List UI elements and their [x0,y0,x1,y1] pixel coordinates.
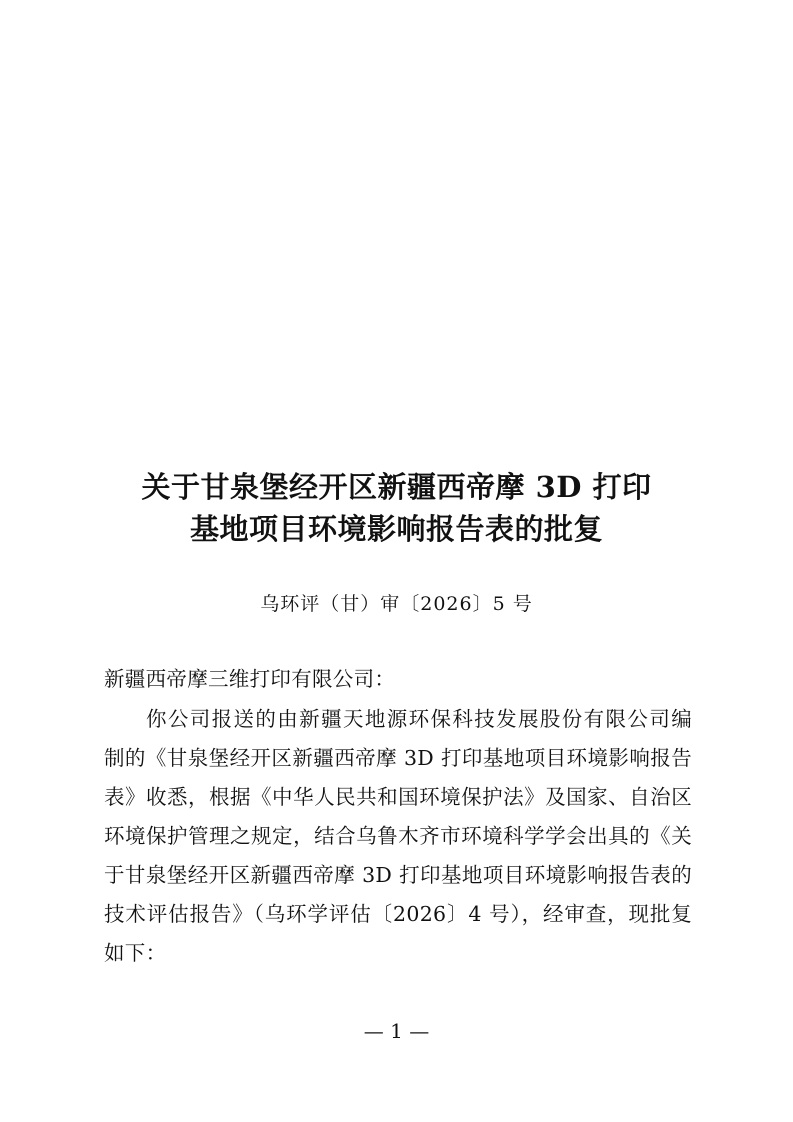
body-line-3: 表》收悉，根据《中华人民共和国环境保护法》及国家、自治区 [104,785,692,809]
body-line-2: 制的《甘泉堡经开区新疆西帝摩 3D 打印基地项目环境影响报告 [104,746,692,770]
page-number: — 1 — [363,1019,430,1043]
body-line-5: 于甘泉堡经开区新疆西帝摩 3D 打印基地项目环境影响报告表的 [104,863,692,887]
body-line-6: 技术评估报告》（乌环学评估〔2026〕4 号），经审查，现批复 [104,902,692,926]
body-line-4: 环境保护管理之规定，结合乌鲁木齐市环境科学学会出具的《关 [104,824,692,848]
body-line-1: 你公司报送的由新疆天地源环保科技发展股份有限公司编 [146,707,692,731]
document-number: 乌环评（甘）审〔2026〕5 号 [260,593,533,615]
body-line-7: 如下： [104,941,167,965]
document-title-line-1: 关于甘泉堡经开区新疆西帝摩 3D 打印 [141,470,652,504]
document-title-line-2: 基地项目环境影响报告表的批复 [189,512,603,546]
recipient: 新疆西帝摩三维打印有限公司： [104,667,396,691]
